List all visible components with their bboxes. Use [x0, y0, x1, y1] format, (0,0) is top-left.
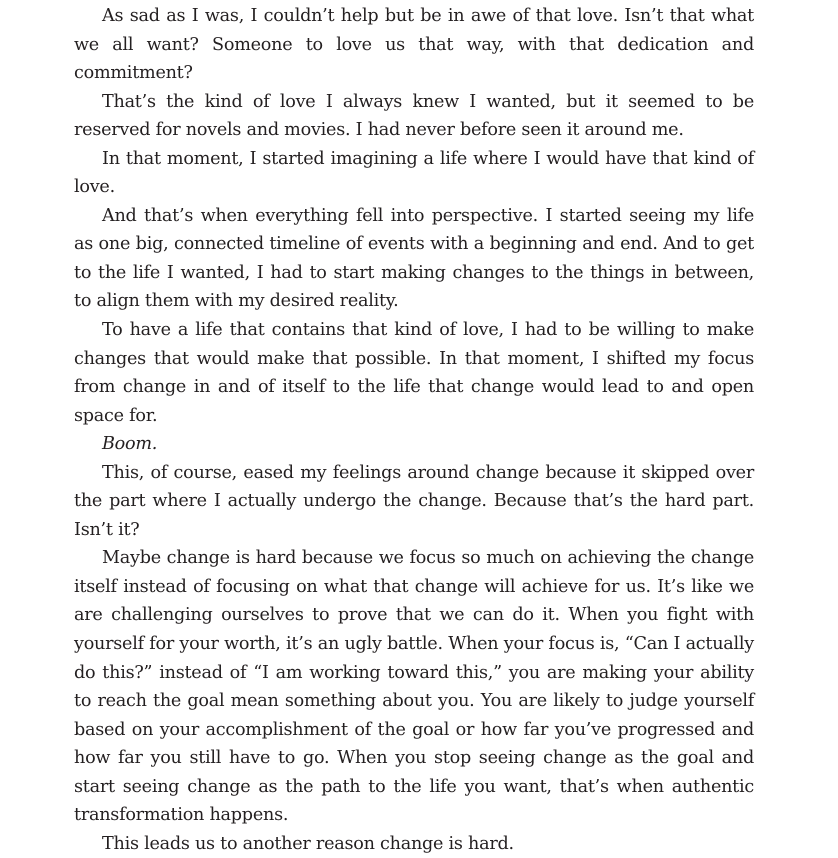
paragraph-shifted-focus: To have a life that contains that kind of love, I had to be willing to make changes that would make that possible. In that moment, I shifted my focus from change in and of itself to the life that change would lead to and open space for. — [74, 320, 754, 426]
paragraph-awe-of-love: As sad as I was, I couldn’t help but be in awe of that love. Isn’t that what we all want? Someone to love us that way, with that dedication and commitment? — [74, 6, 754, 84]
paragraph-eased-feelings: This, of course, eased my feelings around change because it skipped over the part where I actually undergo the change. Because that’s the hard part. Isn’t it? — [74, 462, 754, 540]
paragraph-boom: Boom. — [102, 434, 158, 455]
paragraph-kind-of-love: That’s the kind of love I always knew I wanted, but it seemed to be reserved for novels and movies. I had never before seen it around me. — [74, 91, 754, 141]
paragraph-another-reason: This leads us to another reason change is hard. — [102, 833, 514, 854]
body-text — [74, 2, 754, 858]
paragraph-perspective: And that’s when everything fell into perspective. I started seeing my life as one big, connected timeline of events with a beginning and end. And to get to the life I wanted, I had to start making changes to the things in between, to align them with my desired reality. — [74, 205, 754, 312]
paragraph-imagining-life: In that moment, I started imagining a life where I would have that kind of love. — [74, 148, 754, 198]
paragraph-change-is-hard: Maybe change is hard because we focus so much on achieving the change itself instead of focusing on what that change will achieve for us. It’s like we are challenging ourselves to prove that we can do it. When you fight with yourself for your worth, it’s an ugly battle. When your focus is, “Can I actually do this?” instead of “I am working toward this,” you are making your ability to reach the goal mean something about you. You are likely to judge yourself based on your accomplishment of the goal or how far you’ve progressed and how far you still have to go. When you stop seeing change as the goal and start seeing change as the path to the life you want, that’s when authentic transformation happens. — [74, 548, 754, 826]
